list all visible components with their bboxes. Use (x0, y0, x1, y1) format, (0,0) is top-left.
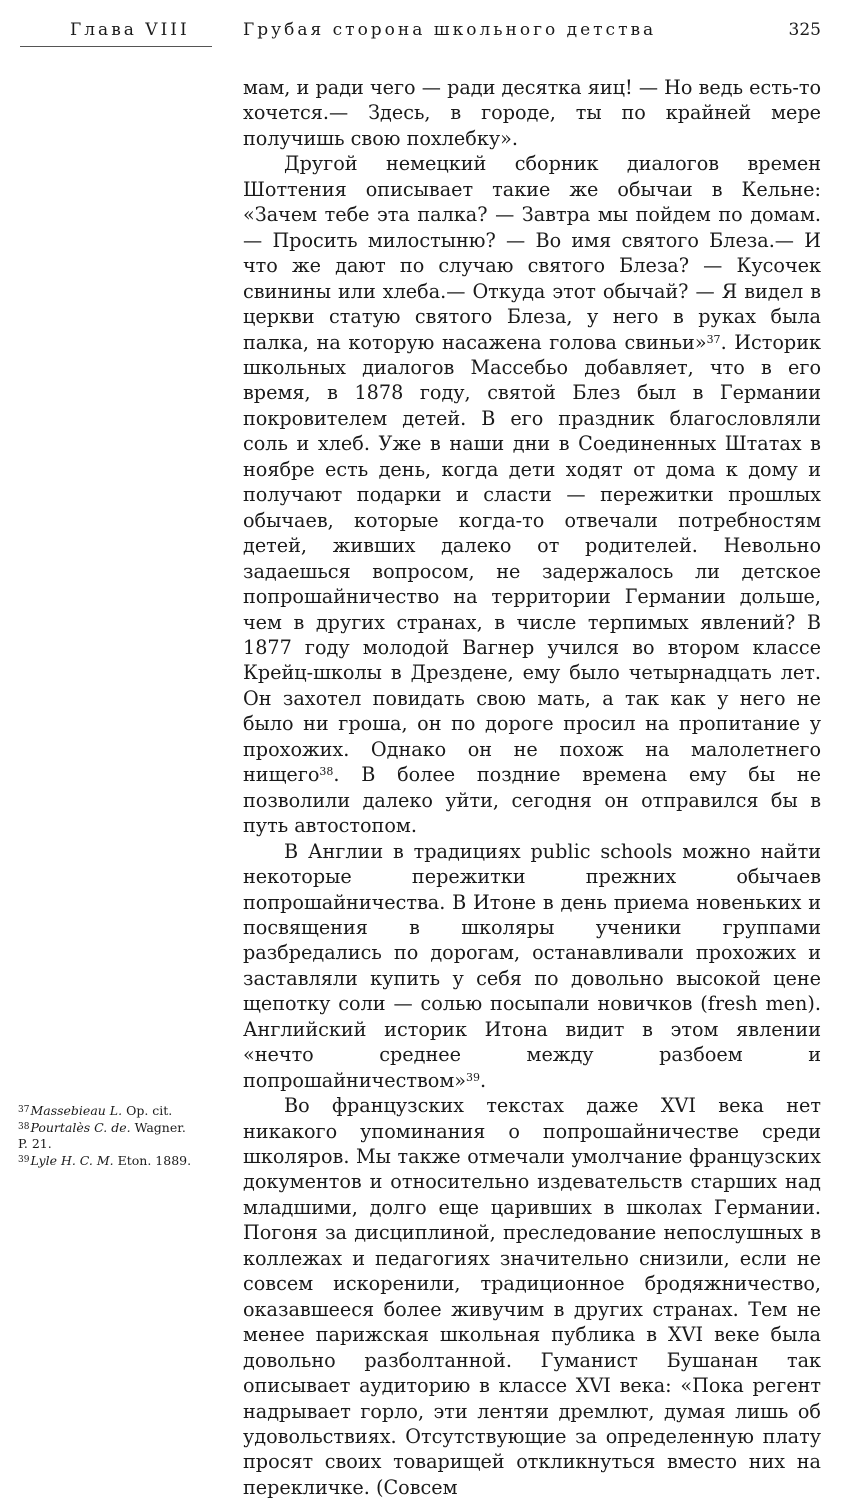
footnote (18, 1136, 223, 1152)
footnote-ref: 38 (319, 765, 334, 779)
footnote-source: P. 21. (18, 1136, 52, 1151)
footnote-source: Eton. 1889. (113, 1153, 192, 1168)
footnote-author: Pourtalès C. de. (30, 1120, 131, 1135)
footnote-ref: 37 (706, 332, 721, 346)
footnote-number: 37 (18, 1105, 30, 1115)
footnote-source: Op. cit. (122, 1103, 173, 1118)
footnote-ref: 39 (466, 1070, 481, 1084)
paragraph-text: . Историк школьных диалогов Массебьо добавляет, что в его время, в 1878 году, святой Блез был в Германии покровителем детей. В его праздник благословляли соль и хлеб. Уже в наши дни в Соединенных Штатах в ноябре есть день, когда дети ходят от дома к дому и получают подарки и сласти — пережитки прошлых обычаев, которые когда-то отвечали потребностям детей, живших далеко от родителей. Невольно задаешься вопросом, не задержалось ли детское попрошайничество на территории Германии дольше, чем в других странах, в числе терпимых явлений? В 1877 году молодой Вагнер учился во втором классе Крейц-школы в Дрездене, ему было четырнадцать лет. Он захотел повидать свою мать, а так как у него не было ни гроша, он по дороге просил на пропитание у прохожих. Однако он не похож на малолетнего нищего (243, 330, 821, 787)
paragraph-text: . (480, 1068, 487, 1092)
main-text (243, 75, 821, 1500)
footnote (18, 1102, 223, 1119)
running-title: Грубая сторона школьного детства (243, 20, 657, 40)
footnote-number: 39 (18, 1155, 30, 1165)
running-header (0, 18, 854, 48)
footnote-author: Lyle H. C. M. (30, 1153, 114, 1168)
page-number: 325 (788, 20, 821, 40)
header-rule (20, 46, 212, 47)
paragraph-text: . В более поздние времена ему бы не позволили далеко уйти, сегодня он отправился бы в путь автостопом. (243, 763, 821, 838)
paragraph (243, 151, 821, 838)
chapter-label: Глава VIII (70, 20, 190, 40)
footnote (18, 1152, 223, 1169)
paragraph (243, 1093, 821, 1500)
paragraph (243, 839, 821, 1094)
footnotes (18, 1102, 223, 1169)
paragraph (243, 75, 821, 151)
paragraph-text: Другой немецкий сборник диалогов времен Шоттения описывает такие же обычаи в Кельне: «Зачем тебе эта палка? — Завтра мы пойдем по домам.— Просить милостыню? — Во имя святого Блеза.— И что же дают по случаю святого Блеза? — Кусочек свинины или хлеба.— Откуда этот обычай? — Я видел в церкви статую святого Блеза, у него в руках была палка, на которую насажена голова свиньи» (243, 152, 821, 354)
paragraph-text: Во французских текстах даже XVI века нет никакого упоминания о попрошайничестве среди школяров. Мы также отмечали умолчание французских документов и относительно издевательств старших над младшими, долго еще царивших в школах Германии. Погоня за дисциплиной, преследование непослушных в коллежах и педагогиях значительно снизили, если не совсем искоренили, традиционное бродяжничество, оказавшееся более живучим в других странах. Тем не менее парижская школьная публика в XVI веке была довольно разболтанной. Гуманист Бушанан так описывает аудиторию в классе XVI века: «Пока регент надрывает горло, эти лентяи дремлют, думая лишь об удовольствиях. Отсутствующие за определенную плату просят своих товарищей откликнуться вместо них на перекличке. (Совсем (243, 1094, 821, 1499)
footnote-number: 38 (18, 1122, 30, 1132)
paragraph-text: мам, и ради чего — ради десятка яиц! — Но ведь есть-то хочется.— Здесь, в городе, ты по крайней мере получишь свою похлебку». (243, 76, 821, 150)
footnote-source: Wagner. (130, 1120, 186, 1135)
footnote-author: Massebieau L. (30, 1103, 123, 1118)
footnote (18, 1119, 223, 1136)
paragraph-text: В Англии в традициях public schools можно найти некоторые пережитки прежних обычаев попрошайничества. В Итоне в день приема новеньких и посвящения в школяры ученики группами разбредались по дорогам, останавливали прохожих и заставляли купить у себя по довольно высокой цене щепотку соли — солью посыпали новичков (fresh men). Английский историк Итона видит в этом явлении «нечто среднее между разбоем и попрошайничеством» (243, 839, 821, 1092)
